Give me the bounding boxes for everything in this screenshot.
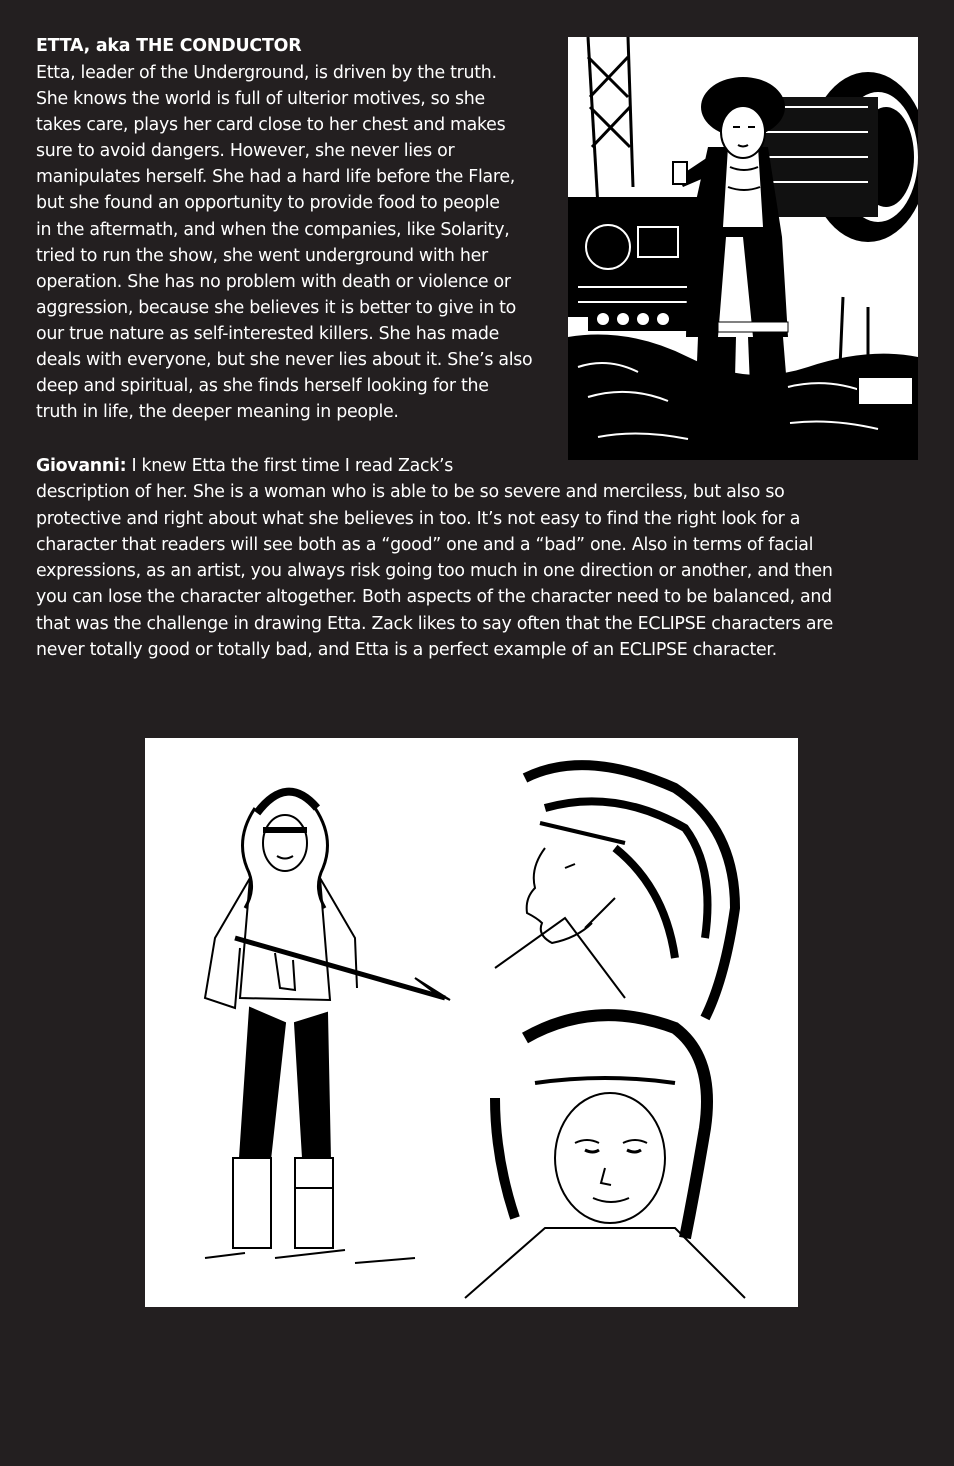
portrait-artwork: [568, 37, 918, 460]
bio-line: takes care, plays her card close to her chest and makes: [36, 115, 506, 136]
commentary-line: protective and right about what she believes in too. It’s not easy to find the right look for a: [36, 508, 801, 529]
commentary-line: description of her. She is a woman who is able to be so severe and merciless, but also so: [36, 482, 785, 503]
bio-line: manipulates herself. She had a hard life before the Flare,: [36, 167, 515, 188]
commentary-line: you can lose the character altogether. Both aspects of the character need to be balanced, and: [36, 587, 832, 608]
character-bio: [36, 60, 566, 425]
bio-line: deals with everyone, but she never lies about it. She’s also: [36, 350, 533, 371]
bio-line: in the aftermath, and when the companies, like Solarity,: [36, 219, 510, 240]
bio-line: aggression, because she believes it is better to give in to: [36, 297, 516, 318]
bio-line: Etta, leader of the Underground, is driven by the truth.: [36, 63, 497, 83]
commentary-line: character that readers will see both as a “good” one and a “bad” one. Also in terms of facial: [36, 534, 814, 555]
bio-line: but she found an opportunity to provide food to people: [36, 193, 500, 214]
bio-line: tried to run the show, she went underground with her: [36, 245, 488, 266]
bio-line: She knows the world is full of ulterior motives, so she: [36, 89, 485, 110]
commentary-line: expressions, as an artist, you always risk going too much in one direction or another, and then: [36, 561, 833, 582]
commentary-line: never totally good or totally bad, and Etta is a perfect example of an ECLIPSE character.: [36, 640, 777, 661]
commentary-line: [36, 453, 916, 479]
etta-portrait-illustration: [568, 37, 918, 460]
commentary-line: that was the challenge in drawing Etta. Zack likes to say often that the ECLIPSE characters are: [36, 613, 834, 634]
artist-commentary: [36, 453, 916, 663]
bio-line: our true nature as self-interested killers. She has made: [36, 323, 499, 344]
bio-line: truth in life, the deeper meaning in people.: [36, 402, 399, 423]
etta-character-sketches: [145, 738, 798, 1307]
commentary-speaker: Giovanni:: [36, 456, 127, 476]
bio-line: operation. She has no problem with death or violence or: [36, 271, 511, 292]
sketch-artwork: [145, 738, 798, 1307]
bio-line: deep and spiritual, as she finds herself looking for the: [36, 376, 489, 397]
commentary-first-line: I knew Etta the first time I read Zack’s: [126, 456, 454, 476]
bio-line: sure to avoid dangers. However, she never lies or: [36, 141, 455, 162]
character-heading: ETTA, aka THE CONDUCTOR: [36, 36, 302, 56]
